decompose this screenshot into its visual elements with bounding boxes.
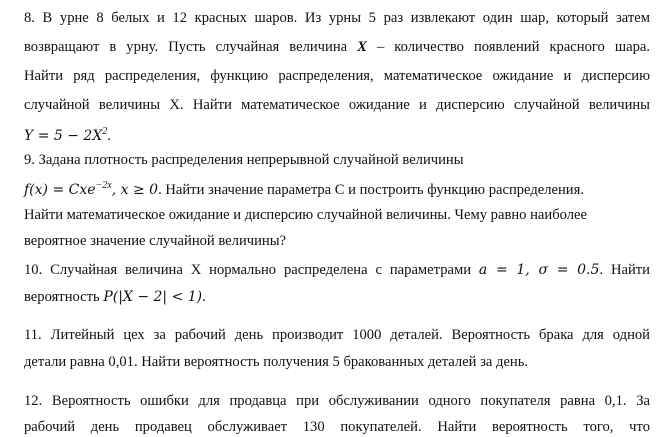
p8-formula-y: Y = 5 − 2X	[24, 128, 103, 144]
p12-line1: 12. Вероятность ошибки для продавца при обслуживании одного покупателя равна 0,1. За	[24, 393, 650, 409]
p9-line4: вероятное значение случайной величины?	[24, 233, 286, 249]
p10-line2	[24, 287, 650, 307]
p10-line1	[24, 260, 650, 280]
p8-line4: случайной величины X. Найти математическое ожидание и дисперсию случайной величины	[24, 97, 650, 113]
p9-line2	[24, 176, 650, 200]
p9-density-exp: −2x	[95, 180, 112, 191]
p11-line1: 11. Литейный цех за рабочий день производит 1000 деталей. Вероятность брака для одной	[24, 327, 650, 343]
p8-formula-exp: 2	[102, 126, 108, 137]
p9-line3: Найти математическое ожидание и дисперсию случайной величины. Чему равно наиболее	[24, 207, 587, 223]
p10-line1-text: 10. Случайная величина X нормально распределена с параметрами	[24, 262, 479, 278]
p10-params: a = 1, σ = 0.5	[478, 262, 600, 278]
p12-line2: рабочий день продавец обслуживает 130 покупателей. Найти вероятность того, что	[24, 419, 650, 435]
p10-line1-tail: . Найти	[599, 262, 650, 278]
p10-line2-text: вероятность	[24, 289, 104, 305]
p11-line2: детали равна 0,01. Найти вероятность получения 5 бракованных деталей за день.	[24, 354, 529, 370]
p8-line2	[24, 37, 650, 57]
p8-line2-text-a: возвращают в урну. Пусть случайная величина	[24, 39, 358, 55]
p10-line2-tail: .	[202, 289, 206, 305]
p8-var-x: X	[357, 39, 367, 55]
p8-line1: 8. В урне 8 белых и 12 красных шаров. Из урны 5 раз извлекают один шар, который затем	[24, 10, 650, 26]
p10-probability: P(|X − 2| < 1)	[103, 289, 203, 305]
p9-density-formula: f(x) = Cxe	[24, 182, 96, 198]
p9-density-cond: , x ≥ 0	[111, 182, 159, 198]
p8-line2-text-b: – количество появлений красного шара.	[366, 39, 650, 55]
p9-line1: 9. Задана плотность распределения непрерывной случайной величины	[24, 152, 464, 168]
p8-line5	[24, 122, 650, 146]
p8-line5-tail: .	[107, 128, 111, 144]
p8-line3: Найти ряд распределения, функцию распределения, математическое ожидание и дисперсию	[24, 68, 650, 84]
p9-line2-text: . Найти значение параметра С и построить функцию распределения.	[158, 182, 584, 198]
